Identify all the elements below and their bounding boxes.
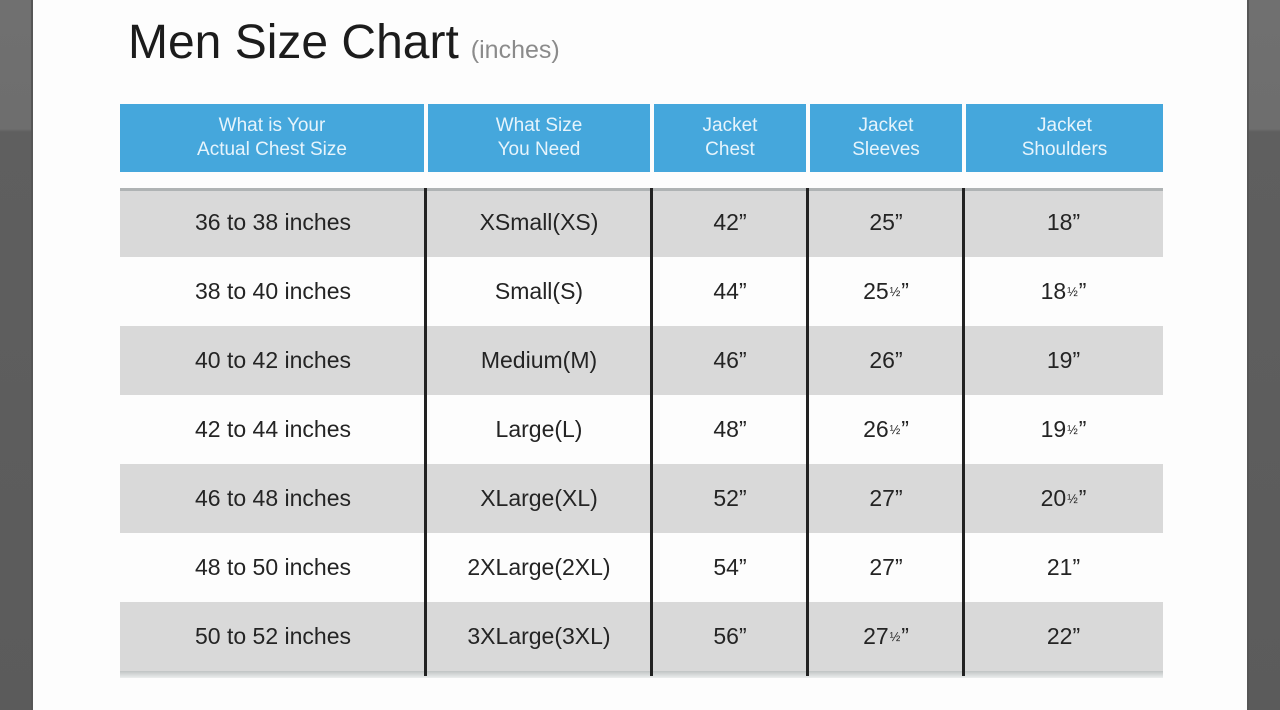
table-cell: 26” (869, 347, 903, 373)
table-cell: 44” (713, 278, 747, 304)
table-header-row (120, 104, 1163, 172)
left-letterbox-bar (0, 0, 33, 710)
table-cell: 56” (713, 623, 747, 649)
header-cell-line: You Need (497, 139, 581, 160)
table-cell: XSmall(XS) (479, 209, 599, 235)
table-cell: 25½” (863, 278, 909, 304)
table-cell: 20½” (1040, 485, 1087, 511)
table-cell: 36 to 38 inches (194, 209, 351, 235)
column-divider-line (806, 188, 809, 676)
table-bottom-shadow (120, 671, 1163, 678)
table-cell: 38 to 40 inches (194, 278, 351, 304)
table-cell: 18” (1046, 209, 1081, 235)
header-cell-line: Jacket (1037, 115, 1092, 136)
table-cell: 18½” (1040, 278, 1087, 304)
table-cell: 25” (869, 209, 903, 235)
table-cell: 48 to 50 inches (194, 554, 351, 580)
header-cell-line: Chest (705, 139, 755, 160)
header-cell-line: Sleeves (852, 139, 920, 160)
table-row (120, 326, 1163, 395)
header-cell-line: Shoulders (1021, 139, 1108, 160)
header-cell-line: What is Your (218, 115, 326, 136)
table-row (120, 464, 1163, 533)
table-row (120, 395, 1163, 464)
title-suffix: (inches) (470, 36, 560, 64)
header-cell-line: Actual Chest Size (197, 139, 347, 160)
table-cell: 50 to 52 inches (194, 623, 351, 649)
column-divider-line (650, 188, 653, 676)
table-cell: 46 to 48 inches (194, 485, 351, 511)
table-cell: 40 to 42 inches (194, 347, 351, 373)
table-cell: 27” (869, 554, 903, 580)
header-cell (810, 104, 962, 172)
size-chart-table (120, 104, 1163, 678)
table-row (120, 602, 1163, 671)
right-letterbox-bar (1247, 0, 1280, 710)
column-divider-line (962, 188, 965, 676)
table-cell: 26½” (863, 416, 909, 442)
table-row (120, 188, 1163, 257)
table-cell: 27” (869, 485, 903, 511)
header-cell (966, 104, 1163, 172)
table-row (120, 533, 1163, 602)
header-cell-line: Jacket (858, 115, 914, 136)
table-cell: 54” (713, 554, 747, 580)
header-cell (428, 104, 650, 172)
header-cell-line: What Size (495, 115, 583, 136)
table-cell: 3XLarge(3XL) (467, 623, 611, 649)
table-cell: 21” (1046, 554, 1081, 580)
table-cell: Large(L) (495, 416, 583, 442)
table-cell: 19½” (1040, 416, 1087, 442)
table-cell: 19” (1046, 347, 1081, 373)
table-cell: 52” (713, 485, 747, 511)
table-cell: XLarge(XL) (480, 485, 598, 511)
header-cell-line: Jacket (702, 115, 758, 136)
table-body (120, 188, 1163, 671)
header-cell (654, 104, 806, 172)
table-cell: Medium(M) (480, 347, 598, 373)
table-cell: 42” (713, 209, 747, 235)
table-cell: 48” (713, 416, 747, 442)
header-cell (120, 104, 424, 172)
table-cell: 42 to 44 inches (194, 416, 351, 442)
table-cell: 2XLarge(2XL) (467, 554, 611, 580)
table-row (120, 257, 1163, 326)
page-title (128, 14, 560, 72)
column-divider-line (424, 188, 427, 676)
table-cell: 46” (713, 347, 747, 373)
title-main: Men Size Chart (128, 16, 459, 69)
table-cell: 27½” (863, 623, 909, 649)
table-cell: 22” (1046, 623, 1081, 649)
table-cell: Small(S) (494, 278, 584, 304)
